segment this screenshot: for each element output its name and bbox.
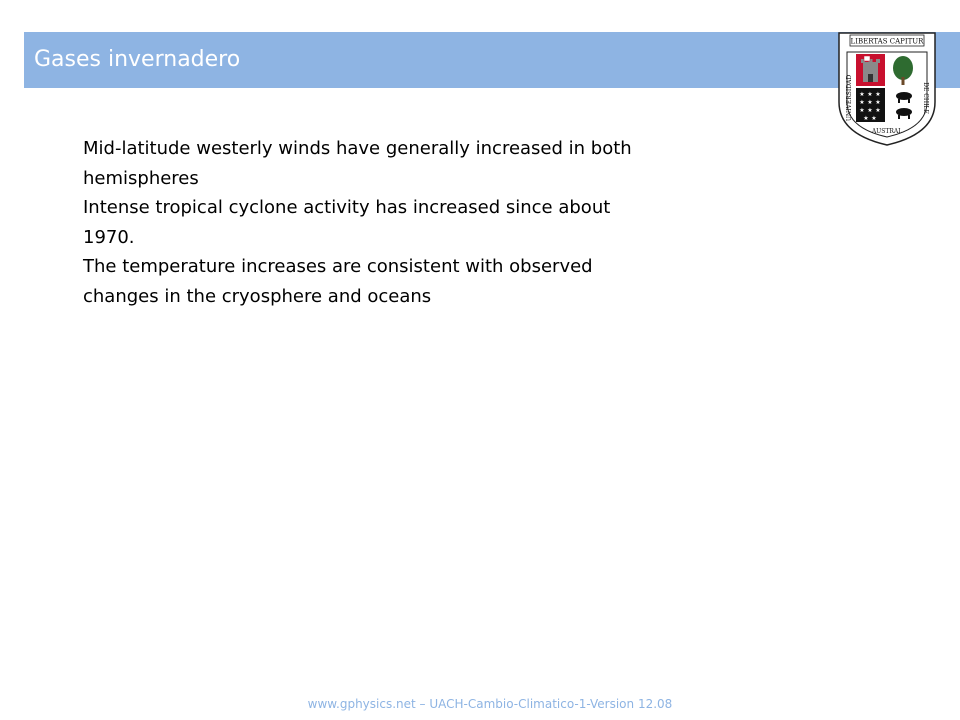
slide-title: Gases invernadero xyxy=(34,47,241,72)
footer-text: www.gphysics.net – UACH-Cambio-Climatico-1-Version 12.08 xyxy=(307,697,673,711)
svg-text:★: ★ xyxy=(867,107,873,114)
svg-text:★: ★ xyxy=(875,91,881,98)
svg-text:LIBERTAS CAPITUR: LIBERTAS CAPITUR xyxy=(850,37,924,46)
svg-text:★: ★ xyxy=(859,99,865,106)
bullet-text: The temperature increases are consistent with observed changes in the cryosphere and oceans xyxy=(83,256,593,307)
svg-text:★: ★ xyxy=(867,91,873,98)
bullet-text: Intense tropical cyclone activity has increased since about 1970. xyxy=(83,197,611,248)
svg-text:★: ★ xyxy=(859,91,865,98)
university-crest-icon xyxy=(836,30,938,148)
svg-text:★: ★ xyxy=(867,99,873,106)
bullet-text: Mid-latitude westerly winds have generally increased in both hemispheres xyxy=(83,138,632,189)
svg-text:★: ★ xyxy=(863,115,869,122)
svg-text:★: ★ xyxy=(871,115,877,122)
svg-text:★: ★ xyxy=(875,107,881,114)
svg-text:★: ★ xyxy=(875,99,881,106)
svg-text:AUSTRAL: AUSTRAL xyxy=(871,128,903,135)
slide-body xyxy=(83,134,663,311)
svg-text:DE CHILE: DE CHILE xyxy=(922,82,929,114)
svg-text:UNIVERSIDAD: UNIVERSIDAD xyxy=(846,74,853,122)
svg-text:★: ★ xyxy=(859,107,865,114)
title-bar xyxy=(24,32,960,88)
